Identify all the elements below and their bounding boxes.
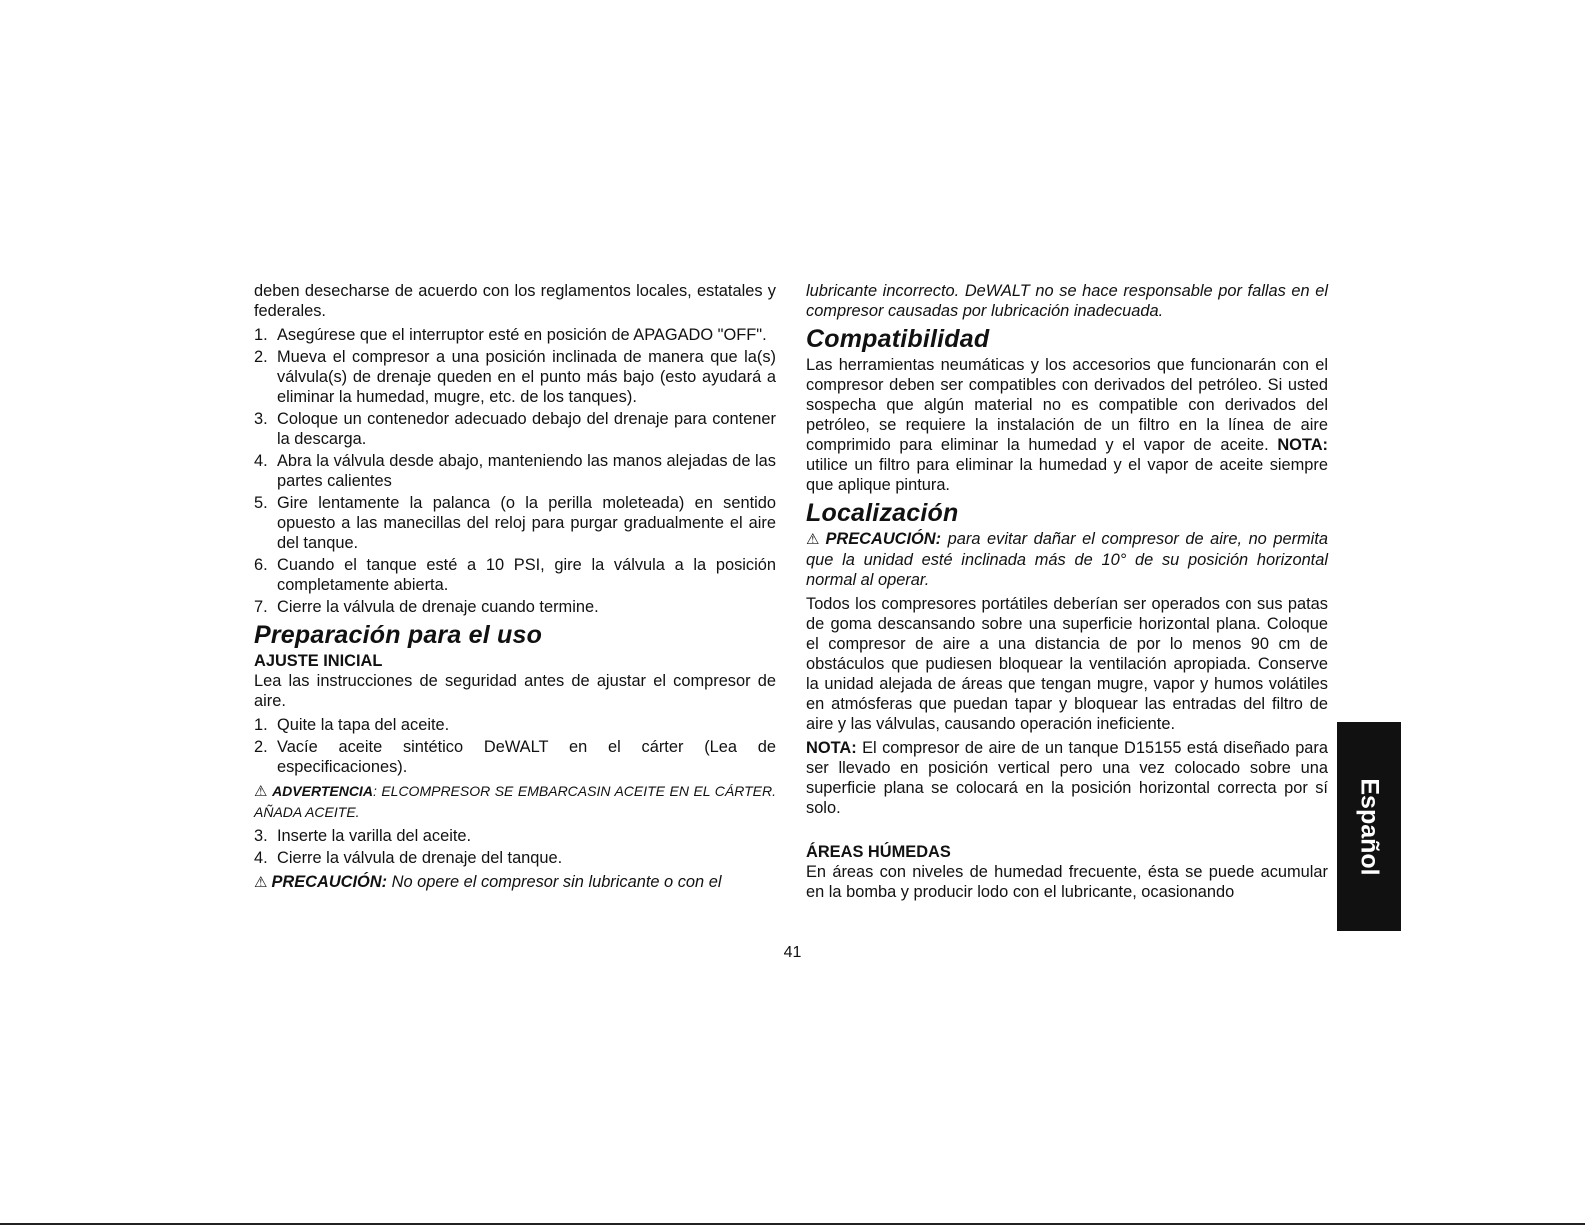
section-title-preparacion: Preparación para el uso bbox=[254, 621, 543, 649]
page-number: 41 bbox=[783, 944, 802, 961]
language-tab bbox=[1337, 722, 1401, 931]
brand-name: DeWALT bbox=[964, 282, 1030, 300]
list-item: 4. Abra la válvula desde abajo, manteniendo las manos alejadas de las partes calientes bbox=[254, 452, 776, 490]
drain-steps-list bbox=[254, 325, 776, 617]
list-item: 5. Gire lentamente la palanca (o la perilla moleteada) en sentido opuesto a las manecillas del reloj para purgar gradualmente el aire del tanque. bbox=[254, 494, 776, 552]
language-tab-label: Español bbox=[1355, 777, 1384, 876]
right-column bbox=[806, 281, 1328, 906]
list-item: 1. Quite la tapa del aceite. bbox=[254, 716, 450, 734]
location-caution: ⚠ PRECAUCIÓN: para evitar dañar el compresor de aire, no permita que la unidad esté inclinada más de 10° de su posición horizontal normal al operar. bbox=[806, 530, 1328, 589]
section-title-compatibilidad: Compatibilidad bbox=[806, 325, 990, 353]
section-title-localizacion: Localización bbox=[806, 499, 959, 527]
subheading-areas-humedas: ÁREAS HÚMEDAS bbox=[806, 843, 951, 861]
warning-triangle-icon: ⚠ bbox=[254, 783, 269, 800]
spacer bbox=[806, 822, 1328, 842]
list-item: 3. Coloque un contenedor adecuado debajo del drenaje para contener la descarga. bbox=[254, 410, 776, 448]
list-item: 2. Mueva el compresor a una posición inclinada de manera que la(s) válvula(s) de drenaje queden en el punto más bajo (esto ayudará a eliminar la humedad, mugre, etc. de los tanques). bbox=[254, 348, 776, 406]
location-note: NOTA: El compresor de aire de un tanque D15155 está diseñado para ser llevado en posición vertical pero una vez colocado sobre una superficie plana se colocará en la posición horizontal correcta por sí solo. bbox=[806, 739, 1328, 817]
list-item: 2. Vacíe aceite sintético DeWALT en el cárter (Lea de especificaciones). bbox=[254, 738, 776, 776]
lubricant-caution: ⚠ PRECAUCIÓN: No opere el compresor sin lubricante o con el bbox=[254, 873, 722, 891]
warning-triangle-icon: ⚠ bbox=[806, 531, 822, 548]
lubricant-caution-continued: lubricante incorrecto. DeWALT no se hace responsable por fallas en el compresor causadas por lubricación inadecuada. bbox=[806, 282, 1328, 320]
subheading-ajuste-inicial: AJUSTE INICIAL bbox=[254, 652, 383, 670]
warning-triangle-icon: ⚠ bbox=[254, 874, 268, 891]
compatibility-paragraph: Las herramientas neumáticas y los accesorios que funcionarán con el compresor deben ser compatibles con derivados del petróleo. Si usted sospecha que algún material no es compatible con derivados del petróleo, se requiere la instalación de un filtro en la línea de aire comprimido para eliminar la humedad y el vapor de aceite. NOTA: utilice un filtro para eliminar la humedad y el vapor de aceite siempre que aplique pintura. bbox=[806, 356, 1328, 494]
setup-steps-list bbox=[254, 715, 776, 777]
list-item: 3. Inserte la varilla del aceite. bbox=[254, 827, 472, 845]
location-paragraph: Todos los compresores portátiles deberían ser operados con sus patas de goma descansando sobre una superficie horizontal plana. Coloque el compresor de aire a una distancia de por lo menos 90 cm de obstáculos que pudiesen bloquear la ventilación apropiada. Conserve la unidad alejada de áreas que tengan mugre, vapor y humos volátiles en atmósferas que puedan tapar y bloquear las entradas del filtro de aire y las válvulas, causando operación ineficiente. bbox=[806, 595, 1328, 733]
list-item: 4. Cierre la válvula de drenaje del tanque. bbox=[254, 849, 563, 867]
list-item: 7. Cierre la válvula de drenaje cuando termine. bbox=[254, 598, 599, 616]
list-item: 6. Cuando el tanque esté a 10 PSI, gire la válvula a la posición completamente abierta. bbox=[254, 556, 776, 594]
oil-warning: ⚠ ADVERTENCIA: ELCOMPRESOR SE EMBARCASIN ACEITE EN EL CÁRTER. AÑADA ACEITE. bbox=[254, 783, 776, 820]
setup-intro: Lea las instrucciones de seguridad antes de ajustar el compresor de aire. bbox=[254, 672, 776, 710]
humid-areas-paragraph: En áreas con niveles de humedad frecuente, ésta se puede acumular en la bomba y producir lodo con el lubricante, ocasionando bbox=[806, 863, 1328, 901]
left-column bbox=[254, 281, 776, 897]
list-item: 1. Asegúrese que el interruptor esté en posición de APAGADO "OFF". bbox=[254, 326, 767, 344]
setup-steps-list-continued bbox=[254, 826, 776, 868]
intro-paragraph: deben desecharse de acuerdo con los reglamentos locales, estatales y federales. bbox=[254, 282, 776, 320]
